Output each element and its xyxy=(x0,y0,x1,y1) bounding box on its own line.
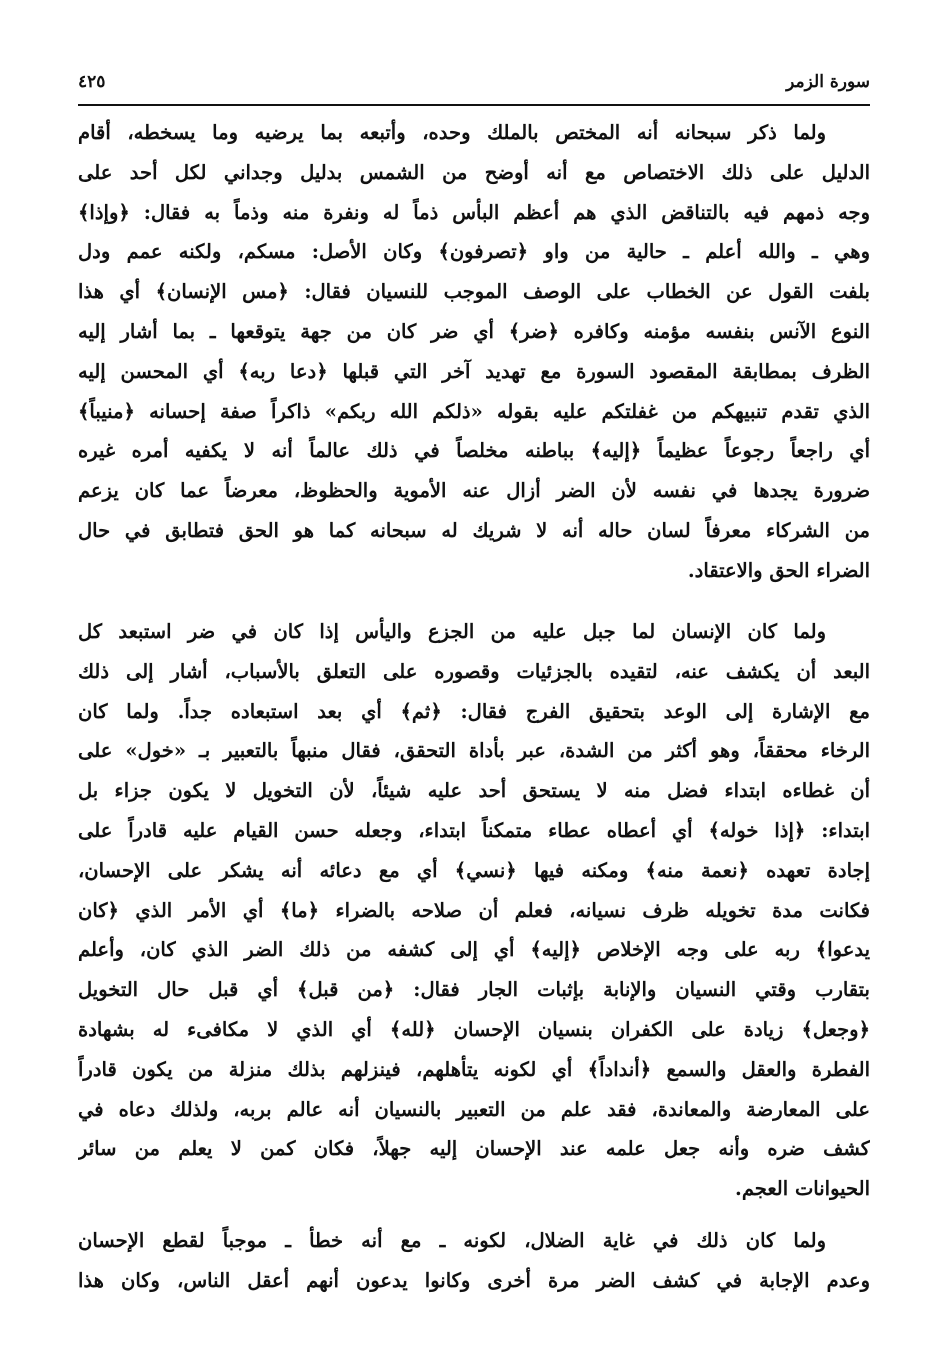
paragraph xyxy=(78,113,870,591)
text-line: أن غطاءه ابتداء فضل منه لا يستحق أحد عليه شيئاً، لأن التخويل لا يكون جزاء بل xyxy=(78,779,870,803)
header-rule xyxy=(78,104,870,106)
text-line: أي راجعاً رجوعاً عظيماً ﴿إليه﴾ بباطنه مخلصاً في ذلك عالماً أنه لا يكفيه أمره غيره xyxy=(78,439,870,463)
text-line: على المعارضة والمعاندة، فقد علم من التعبير بالنسيان أنه عالم بربه، ولذلك دعاه في xyxy=(78,1097,870,1121)
text-line: إجادة تعهده ﴿نعمة منه﴾ ومكنه فيها ﴿نسي﴾ أي مع دعائه أنه يشكر على الإحسان، xyxy=(78,858,870,882)
text-line: يدعوا﴾ ربه على وجه الإخلاص ﴿إليه﴾ أي إلى كشفه من ذلك الضر الذي كان، وأعلم xyxy=(78,938,870,962)
paragraph xyxy=(78,612,870,1209)
page-number: ٤٢٥ xyxy=(78,72,106,92)
text-line: الظرف بمطابقة المقصود السورة مع تهديد آخر التي قبلها ﴿دعا ربه﴾ أي المحسن إليه xyxy=(78,359,870,383)
text-line: ضرورة يجدها في نفسه لأن الضر أزال عنه الأموية والحظوظ، معرضاً عما كان يزعم xyxy=(78,479,870,503)
text-line: من الشركاء معرفاً لسان حاله أنه لا شريك له سبحانه كما هو الحق فتطابق في حال xyxy=(78,518,870,542)
text-line: البعد أن يكشف عنه، لتقيده بالجزئيات وقصوره على التعلق بالأسباب، أشار إلى ذلك xyxy=(78,659,870,683)
text-line: ولما كان الإنسان لما جبل عليه من الجزع واليأس إذا كان في ضر استبعد كل xyxy=(78,620,826,643)
running-header xyxy=(78,72,870,98)
text-line: الدليل على ذلك الاختصاص مع أنه أوضح من الشمس بدليل وجداني لكل أحد على xyxy=(78,160,870,184)
text-line: فكانت مدة تخويله ظرف نسيانه، فعلم أن صلاحه بالضراء ﴿ما﴾ أي الأمر الذي ﴿كان xyxy=(78,898,870,922)
text-line: الحيوانات العجم. xyxy=(735,1177,870,1201)
surah-title: سورة الزمر xyxy=(786,72,870,92)
text-line: وعدم الإجابة في كشف الضر مرة أخرى وكانوا يدعون أنهم أعقل الناس، وكان هذا xyxy=(78,1268,870,1292)
text-line: الذي تقدم تنبيهكم من غفلتكم عليه بقوله «ذلكم الله ربكم» ذاكراً صفة إحسانه ﴿منيباً﴾ xyxy=(78,399,870,423)
text-line: بلفت القول عن الخطاب على الوصف الموجب للنسيان فقال: ﴿مس الإنسان﴾ أي هذا xyxy=(78,280,870,304)
text-line: النوع الآنس بنفسه مؤمنه وكافره ﴿ضر﴾ أي ضر كان من جهة يتوقعها ـ بما أشار إليه xyxy=(78,319,870,343)
text-line: الفطرة والعقل والسمع ﴿أنداداً﴾ أي لكونه يتأهلهم، فينزلهم بذلك منزلة من يكون قادراً xyxy=(78,1057,870,1081)
text-line: ولما ذكر سبحانه أنه المختص بالملك وحده، وأتبعه بما يرضيه وما يسخطه، أقام xyxy=(78,121,826,144)
text-line: وهي ـ والله أعلم ـ حالية من واو ﴿تصرفون﴾ وكان الأصل: مسكم، ولكنه عمم ودل xyxy=(78,240,870,264)
text-line: وجه ذمهم فيه بالتناقض الذي هم أعظم البأس ذماً له ونفرة منه وذماً به فقال: ﴿وإذا﴾ xyxy=(78,200,870,224)
text-line: الضراء الحق والاعتقاد. xyxy=(687,558,870,582)
text-line: الرخاء محققاً، وهو أكثر من الشدة، عبر بأداة التحقق، فقال منبهاً بالتعبير بـ «خول» على xyxy=(78,739,870,763)
paragraph xyxy=(78,1221,870,1301)
text-line: ﴿وجعل﴾ زيادة على الكفران بنسيان الإحسان ﴿لله﴾ أي الذي لا مكافىء له بشهادة xyxy=(78,1017,870,1041)
text-line: ابتداء: ﴿إذا خوله﴾ أي أعطاه عطاء متمكناً ابتداء، وجعله حسن القيام عليه قادراً على xyxy=(78,818,870,842)
text-line: بتقارب وقتي النسيان والإنابة بإثبات الجار فقال: ﴿من قبل﴾ أي قبل حال التخويل xyxy=(78,978,870,1002)
text-line: كشف ضره وأنه جعل علمه عند الإحسان إليه جهلاً، فكان كمن لا يعلم من سائر xyxy=(78,1137,870,1161)
text-line: مع الإشارة إلى الوعد بتحقيق الفرج فقال: ﴿ثم﴾ أي بعد استبعاده جداً. ولما كان xyxy=(78,699,870,723)
text-line: ولما كان ذلك في غاية الضلال، لكونه ـ مع أنه خطأ ـ موجباً لقطع الإحسان xyxy=(78,1229,826,1252)
